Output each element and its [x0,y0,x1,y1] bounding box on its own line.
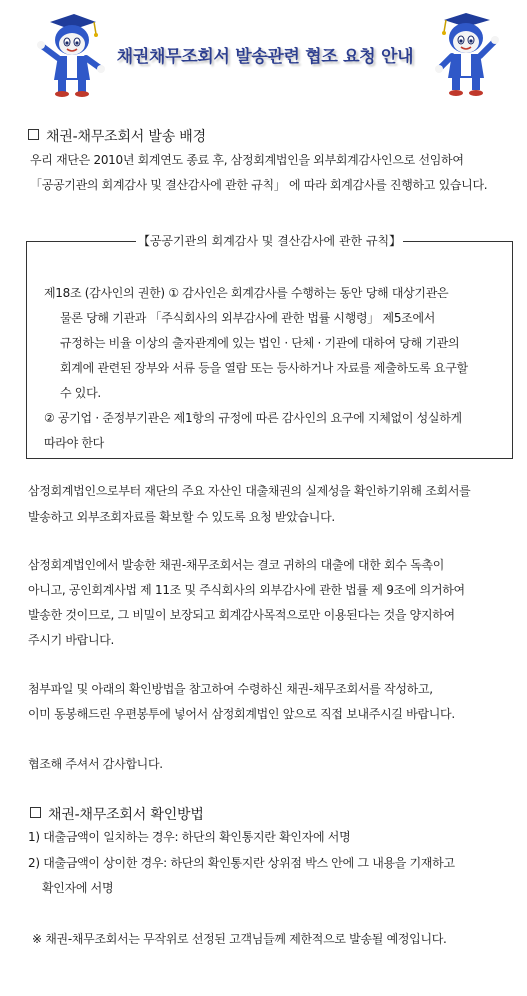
regulation-line: ② 공기업 · 준정부기관은 제1항의 규정에 따른 감사인의 요구에 지체없이 성실하게 [44,411,462,425]
checkbox-square-icon [28,129,39,140]
checkbox-square-icon [30,807,41,818]
method-item: 2) 대출금액이 상이한 경우: 하단의 확인통지란 상위점 박스 안에 그 내용을 기재하고 [28,856,455,870]
regulation-line: 제18조 (감사인의 권한) ① 감사인은 회계감사를 수행하는 동안 당해 대상기관은 [44,286,449,300]
method-item: 확인자에 서명 [42,881,114,895]
paragraph-line: 우리 재단은 2010년 회계연도 종료 후, 삼정회계법인을 외부회계감사인으로 선임하여 [30,153,464,167]
paragraph-line: 「공공기관의 회계감사 및 결산감사에 관한 규칙」 에 따라 회계감사를 진행하고 있습니다. [30,178,488,192]
paragraph-line: 이미 동봉해드린 우편봉투에 넣어서 삼정회계법인 앞으로 직접 보내주시길 바랍니다. [28,707,455,721]
page-title: 채권채무조회서 발송관련 협조 요청 안내 [116,47,414,67]
section-heading-text: 채권-채무조회서 확인방법 [48,807,204,823]
regulation-line: 물론 당해 기관과 「주식회사의 외부감사에 관한 법률 시행령」 제5조에서 [60,311,436,325]
regulation-line: 규정하는 비율 이상의 출자관계에 있는 법인 · 단체 · 기관에 대하여 당해 기관의 [60,336,460,350]
graduate-mascot-icon [432,10,502,98]
paragraph-line: 삼정회계법인으로부터 재단의 주요 자산인 대출채권의 실제성을 확인하기위해 조회서를 [28,484,471,498]
paragraph-line: 발송한 것이므로, 그 비밀이 보장되고 회계감사목적으로만 이용된다는 것을 양지하여 [28,608,455,622]
paragraph-line: 아니고, 공인회계사법 제 11조 및 주식회사의 외부감사에 관한 법률 제 9조에 의거하여 [28,583,465,597]
regulation-line: 따라야 한다 [44,436,104,450]
header-banner [0,0,527,100]
regulation-box [26,234,513,459]
section-heading-text: 채권-채무조회서 발송 배경 [46,129,206,145]
paragraph-line: 첨부파일 및 아래의 확인방법을 참고하여 수령하신 채권-채무조회서를 작성하고, [28,682,433,696]
regulation-line: 회계에 관련된 장부와 서류 등을 열람 또는 등사하거나 자료를 제출하도록 요구할 [60,361,468,375]
regulation-title: 【공공기관의 회계감사 및 결산감사에 관한 규칙】 [137,234,402,248]
paragraph-line: 협조해 주셔서 감사합니다. [28,757,163,771]
method-item: 1) 대출금액이 일치하는 경우: 하단의 확인통지란 확인자에 서명 [28,830,351,844]
paragraph-line: 발송하고 외부조회자료를 확보할 수 있도록 요청 받았습니다. [28,510,335,524]
paragraph-line: 삼정회계법인에서 발송한 채권-채무조회서는 결코 귀하의 대출에 대한 회수 독촉이 [28,558,445,572]
regulation-line: 수 있다. [60,386,101,400]
section-heading-method [30,804,204,824]
paragraph-line: 주시기 바랍니다. [28,633,115,647]
footnote: ※ 채권-채무조회서는 무작위로 선정된 고객님들께 제한적으로 발송될 예정입니다. [32,932,447,946]
section-heading-background [28,126,206,146]
